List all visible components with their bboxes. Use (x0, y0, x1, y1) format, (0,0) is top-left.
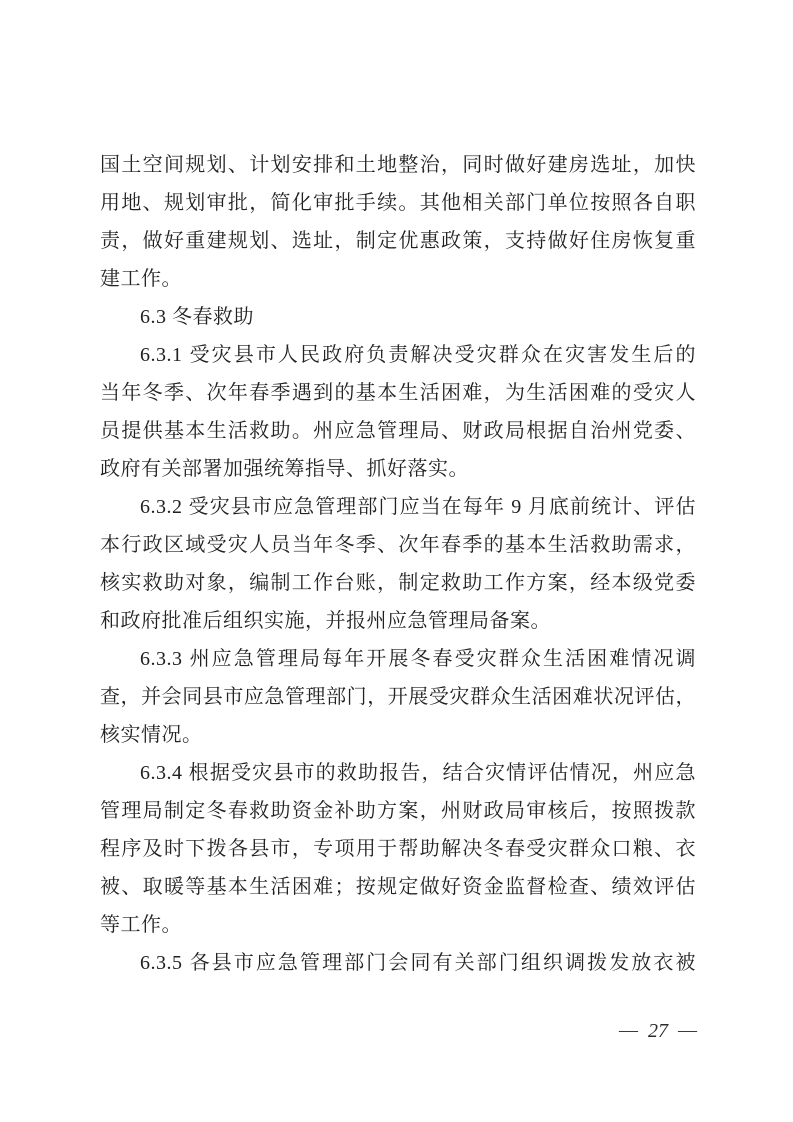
page-footer (619, 1018, 697, 1044)
text-line: 当年冬季、次年春季遇到的基本生活困难，为生活困难的受灾人 (100, 382, 696, 404)
footer-dash-left: — (619, 1020, 638, 1041)
text-line: 责，做好重建规划、选址，制定优惠政策，支持做好住房恢复重 (100, 230, 696, 252)
text-line: 被、取暖等基本生活困难；按规定做好资金监督检查、绩效评估 (100, 876, 696, 898)
text-line: 本行政区域受灾人员当年冬季、次年春季的基本生活救助需求， (100, 534, 696, 556)
text-line: 程序及时下拨各县市，专项用于帮助解决冬春受灾群众口粮、衣 (100, 838, 696, 860)
text-line: 国土空间规划、计划安排和土地整治，同时做好建房选址，加快 (100, 154, 696, 176)
text-line: 6.3.4 根据受灾县市的救助报告，结合灾情评估情况，州应急 (140, 762, 696, 784)
document-body (100, 146, 696, 982)
text-line: 6.3.3 州应急管理局每年开展冬春受灾群众生活困难情况调 (140, 648, 696, 670)
text-line: 查，并会同县市应急管理部门，开展受灾群众生活困难状况评估， (100, 686, 696, 708)
text-line: 等工作。 (100, 914, 182, 936)
text-line: 建工作。 (100, 268, 182, 290)
text-line: 核实情况。 (100, 724, 203, 746)
text-line: 和政府批准后组织实施，并报州应急管理局备案。 (100, 610, 551, 632)
text-line: 核实救助对象，编制工作台账，制定救助工作方案，经本级党委 (100, 572, 696, 594)
footer-dash-right: — (678, 1020, 697, 1041)
text-line: 管理局制定冬春救助资金补助方案，州财政局审核后，按照拨款 (100, 800, 696, 822)
section-heading: 6.3 冬春救助 (140, 306, 254, 328)
text-line: 6.3.1 受灾县市人民政府负责解决受灾群众在灾害发生后的 (140, 344, 696, 366)
text-line: 员提供基本生活救助。州应急管理局、财政局根据自治州党委、 (100, 420, 696, 442)
text-line: 6.3.2 受灾县市应急管理部门应当在每年 9 月底前统计、评估 (140, 496, 696, 518)
page-number: 27 (648, 1019, 668, 1042)
text-line: 用地、规划审批，简化审批手续。其他相关部门单位按照各自职 (100, 192, 696, 214)
text-line: 政府有关部署加强统筹指导、抓好落实。 (100, 458, 469, 480)
text-line: 6.3.5 各县市应急管理部门会同有关部门组织调拨发放衣被 (140, 952, 696, 974)
